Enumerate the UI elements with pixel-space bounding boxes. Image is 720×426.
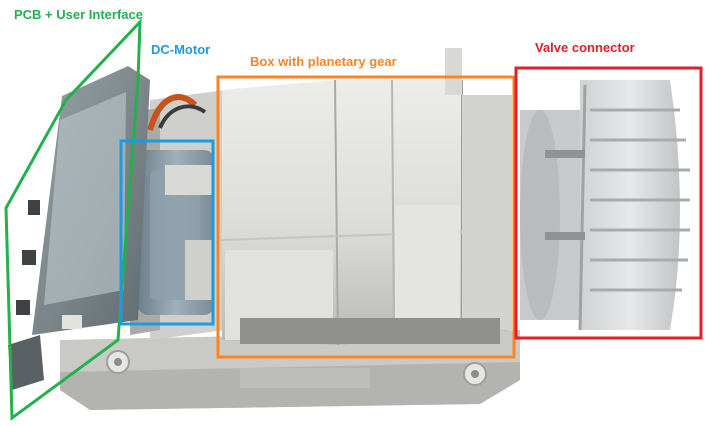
label-valve: Valve connector [535, 40, 635, 55]
label-motor: DC-Motor [151, 42, 211, 57]
dc-motor [138, 150, 215, 315]
label-pcb: PCB + User Interface [14, 7, 143, 22]
valve-connector-knob [520, 80, 690, 330]
planetary-gear-box [222, 48, 512, 345]
label-gearbox: Box with planetary gear [250, 54, 397, 69]
